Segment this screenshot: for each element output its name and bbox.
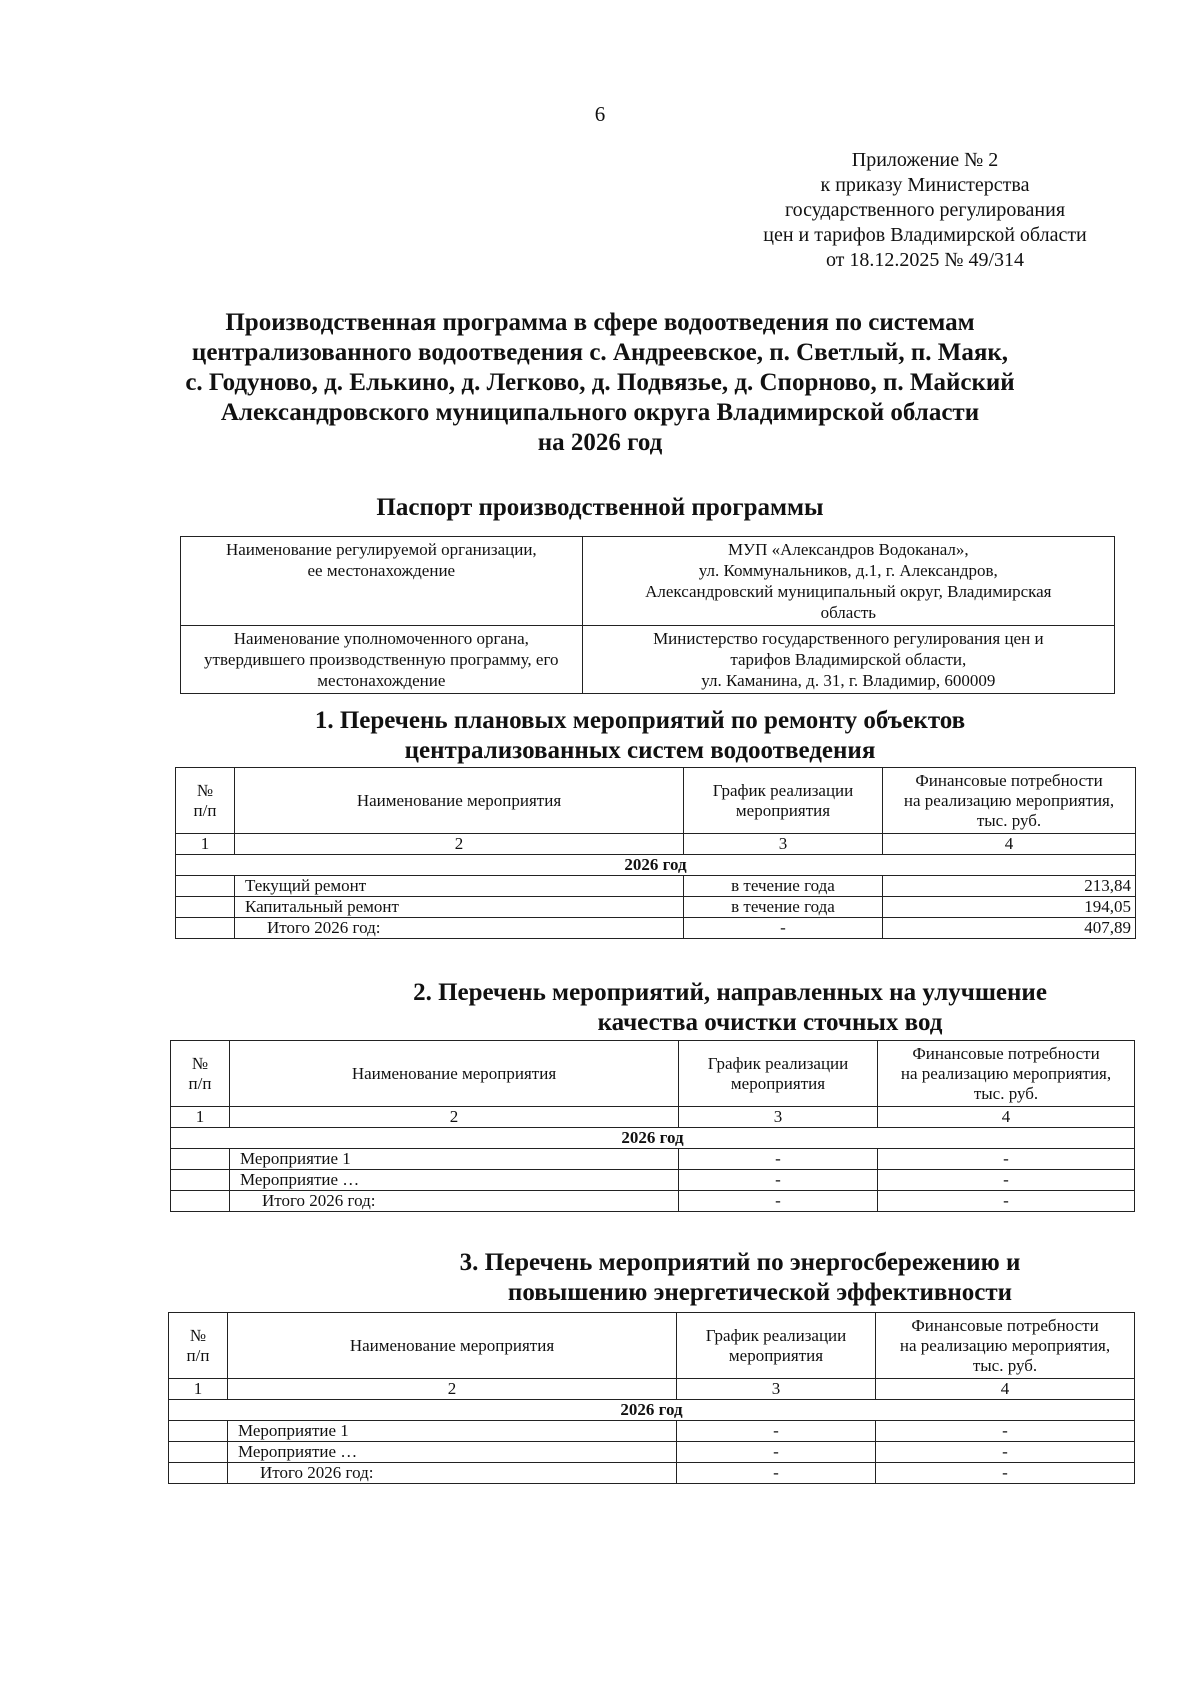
section3-table — [168, 1312, 1135, 1484]
row-finance: 194,05 — [883, 897, 1136, 918]
appendix-line: к приказу Министерства — [820, 174, 1030, 196]
col-number: 2 — [228, 1379, 677, 1400]
title-line: централизованного водоотведения с. Андреевское, п. Светлый, п. Маяк, — [191, 339, 1009, 366]
row-schedule: - — [679, 1149, 878, 1170]
num-header — [169, 1313, 228, 1379]
finance-header — [878, 1041, 1135, 1107]
cell-line: ее местонахождение — [307, 561, 456, 580]
year-row — [169, 1400, 1135, 1421]
row-schedule: - — [684, 918, 883, 939]
col-number: 1 — [171, 1107, 230, 1128]
cell-line: мероприятия — [728, 1345, 824, 1365]
cell-line: мероприятия — [735, 800, 831, 820]
row-name: Текущий ремонт — [235, 876, 684, 897]
authority-value — [582, 626, 1114, 694]
col-number: 2 — [235, 834, 684, 855]
section3-title — [420, 1248, 1060, 1308]
name-header: Наименование мероприятия — [235, 768, 684, 834]
row-schedule: - — [677, 1442, 876, 1463]
row-finance: - — [878, 1191, 1135, 1212]
table-row — [181, 626, 1115, 694]
cell-line: тарифов Владимирской области, — [730, 650, 967, 669]
col-number: 4 — [878, 1107, 1135, 1128]
year-label: 2026 год — [169, 1400, 1135, 1421]
table-row — [169, 1442, 1135, 1463]
row-num — [176, 897, 235, 918]
row-num — [171, 1149, 230, 1170]
cell-line: Александровский муниципальный округ, Владимирская — [645, 582, 1052, 601]
row-name: Итого 2026 год: — [235, 918, 684, 939]
column-number-row — [176, 834, 1136, 855]
title-line: 2. Перечень мероприятий, направленных на улучшение — [413, 979, 1047, 1006]
section2-title — [380, 978, 1080, 1038]
cell-line: График реализации — [705, 1325, 847, 1345]
row-finance: - — [876, 1421, 1135, 1442]
row-finance: - — [876, 1442, 1135, 1463]
column-number-row — [169, 1379, 1135, 1400]
row-finance: - — [876, 1463, 1135, 1484]
total-row — [171, 1191, 1135, 1212]
row-finance: - — [878, 1149, 1135, 1170]
table-row — [176, 876, 1136, 897]
row-schedule: - — [677, 1421, 876, 1442]
cell-line: Наименование регулируемой организации, — [225, 540, 537, 559]
cell-line: утвердившего производственную программу, его — [204, 650, 559, 669]
cell-line: тыс. руб. — [973, 1083, 1039, 1103]
cell-line: ул. Каманина, д. 31, г. Владимир, 600009 — [701, 671, 996, 690]
num-header — [171, 1041, 230, 1107]
schedule-header — [684, 768, 883, 834]
row-num — [169, 1421, 228, 1442]
row-name: Мероприятие 1 — [230, 1149, 679, 1170]
cell-line: п/п — [188, 1073, 212, 1093]
name-header: Наименование мероприятия — [230, 1041, 679, 1107]
table-row — [176, 897, 1136, 918]
col-number: 3 — [684, 834, 883, 855]
appendix-line: цен и тарифов Владимирской области — [763, 224, 1087, 246]
col-number: 1 — [176, 834, 235, 855]
cell-line: № — [189, 1325, 207, 1345]
num-header — [176, 768, 235, 834]
cell-line: п/п — [193, 800, 217, 820]
row-num — [169, 1442, 228, 1463]
passport-title: Паспорт производственной программы — [376, 494, 824, 521]
table-row — [171, 1170, 1135, 1191]
title-line: 1. Перечень плановых мероприятий по ремонту объектов — [314, 707, 966, 734]
passport-table — [180, 536, 1115, 694]
row-name: Мероприятие 1 — [228, 1421, 677, 1442]
name-header: Наименование мероприятия — [228, 1313, 677, 1379]
table-header-row — [169, 1313, 1135, 1379]
appendix-line: Приложение № 2 — [851, 149, 999, 171]
section1-title — [260, 706, 1020, 766]
title-line: централизованных систем водоотведения — [404, 737, 876, 764]
col-number: 3 — [677, 1379, 876, 1400]
row-num — [169, 1463, 228, 1484]
row-finance: - — [878, 1170, 1135, 1191]
table-row — [169, 1421, 1135, 1442]
authority-label — [181, 626, 583, 694]
finance-header — [876, 1313, 1135, 1379]
row-name: Мероприятие … — [228, 1442, 677, 1463]
row-name: Итого 2026 год: — [228, 1463, 677, 1484]
cell-line: График реализации — [712, 780, 854, 800]
appendix-line: от 18.12.2025 № 49/314 — [825, 249, 1025, 271]
column-number-row — [171, 1107, 1135, 1128]
cell-line: на реализацию мероприятия, — [900, 1063, 1112, 1083]
appendix-block — [700, 148, 1150, 273]
row-schedule: - — [677, 1463, 876, 1484]
col-number: 1 — [169, 1379, 228, 1400]
section1-table — [175, 767, 1136, 939]
cell-line: № — [191, 1053, 209, 1073]
table-row — [171, 1149, 1135, 1170]
year-row — [176, 855, 1136, 876]
cell-line: тыс. руб. — [976, 810, 1042, 830]
row-finance: 213,84 — [883, 876, 1136, 897]
document-title — [140, 308, 1060, 458]
cell-line: МУП «Александров Водоканал», — [727, 540, 969, 559]
row-name: Мероприятие … — [230, 1170, 679, 1191]
col-number: 4 — [883, 834, 1136, 855]
cell-line: № — [196, 780, 214, 800]
cell-line: область — [820, 603, 877, 622]
cell-line: Наименование уполномоченного органа, — [233, 629, 529, 648]
year-label: 2026 год — [176, 855, 1136, 876]
title-line: Производственная программа в сфере водоотведения по системам — [225, 309, 975, 336]
year-row — [171, 1128, 1135, 1149]
cell-line: тыс. руб. — [972, 1355, 1038, 1375]
title-line: на 2026 год — [537, 429, 663, 456]
page-number: 6 — [594, 102, 606, 126]
total-row — [176, 918, 1136, 939]
row-num — [176, 918, 235, 939]
col-number: 4 — [876, 1379, 1135, 1400]
title-line: Александровского муниципального округа Владимирской области — [220, 399, 980, 426]
row-schedule: в течение года — [684, 876, 883, 897]
table-header-row — [171, 1041, 1135, 1107]
row-schedule: - — [679, 1170, 878, 1191]
org-name-label — [181, 537, 583, 626]
row-num — [176, 876, 235, 897]
row-schedule: - — [679, 1191, 878, 1212]
org-name-value — [582, 537, 1114, 626]
row-schedule: в течение года — [684, 897, 883, 918]
cell-line: п/п — [186, 1345, 210, 1365]
schedule-header — [679, 1041, 878, 1107]
col-number: 3 — [679, 1107, 878, 1128]
title-line: качества очистки сточных вод — [597, 1009, 943, 1036]
cell-line: Финансовые потребности — [915, 770, 1103, 790]
year-label: 2026 год — [171, 1128, 1135, 1149]
col-number: 2 — [230, 1107, 679, 1128]
row-num — [171, 1170, 230, 1191]
row-name: Капитальный ремонт — [235, 897, 684, 918]
cell-line: Финансовые потребности — [911, 1315, 1099, 1335]
cell-line: ул. Коммунальников, д.1, г. Александров, — [698, 561, 998, 580]
title-line: повышению энергетической эффективности — [507, 1279, 1013, 1306]
finance-header — [883, 768, 1136, 834]
cell-line: местонахождение — [317, 671, 446, 690]
row-finance: 407,89 — [883, 918, 1136, 939]
cell-line: Министерство государственного регулирования цен и — [653, 629, 1044, 648]
title-line: с. Годуново, д. Елькино, д. Легково, д. Подвязье, д. Спорново, п. Майский — [185, 369, 1015, 396]
row-num — [171, 1191, 230, 1212]
title-line: 3. Перечень мероприятий по энергосбережению и — [459, 1249, 1021, 1276]
row-name: Итого 2026 год: — [230, 1191, 679, 1212]
cell-line: на реализацию мероприятия, — [899, 1335, 1111, 1355]
cell-line: мероприятия — [730, 1073, 826, 1093]
cell-line: График реализации — [707, 1053, 849, 1073]
total-row — [169, 1463, 1135, 1484]
cell-line: Финансовые потребности — [912, 1043, 1100, 1063]
cell-line: на реализацию мероприятия, — [903, 790, 1115, 810]
table-header-row — [176, 768, 1136, 834]
section2-table — [170, 1040, 1135, 1212]
schedule-header — [677, 1313, 876, 1379]
table-row — [181, 537, 1115, 626]
appendix-line: государственного регулирования — [784, 199, 1066, 221]
